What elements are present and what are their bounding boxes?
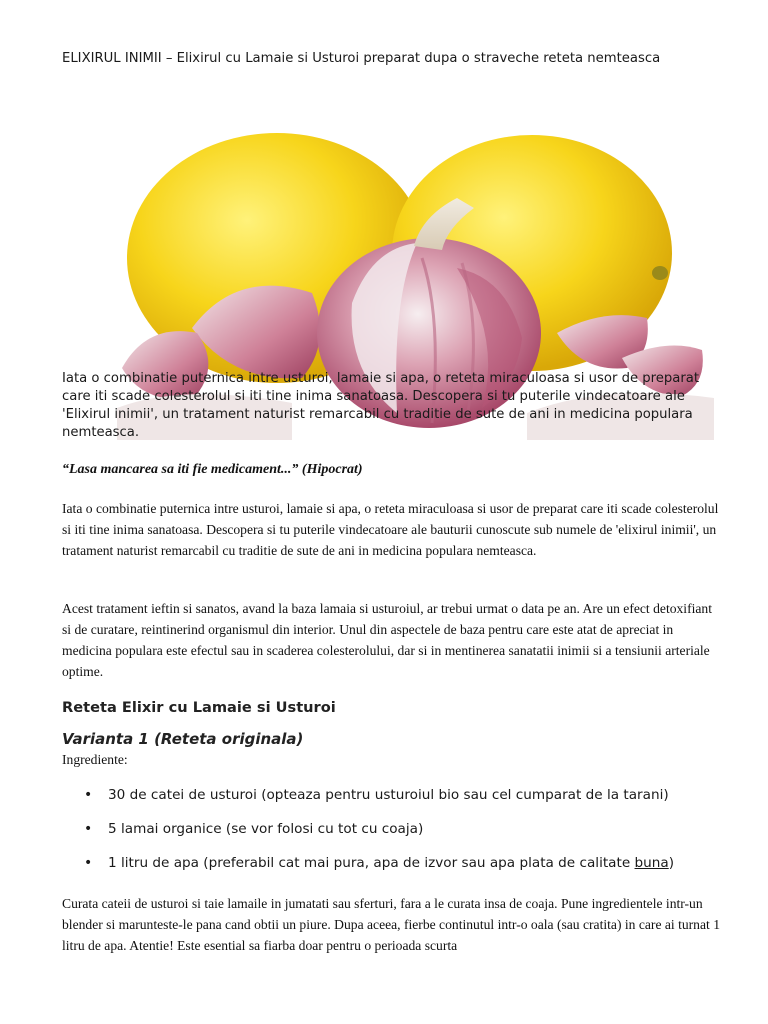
- bullet-icon: •: [84, 821, 93, 837]
- intro-overlay-text: Iata o combinatie puternica intre usturoi, lamaie si apa, o reteta miraculoasa si usor de preparat care iti scade colesterolul si iti tine inima sanatoasa. Descopera si tu puterile vindecatoare ale 'Elixirul inimii', un tratament naturist remarcabil cu traditie de sute de ani in medicina populara nemteasca.: [62, 371, 699, 440]
- paragraph-intro: Iata o combinatie puternica intre usturoi, lamaie si apa, o reteta miraculoasa si usor de preparat care iti scade colesterolul si iti tine inima sanatoasa. Descopera si tu puterile vindecatoare ale bauturii cunoscute sub numele de 'elixirul inimii', un tratament naturist remarcabil cu traditie de sute de ani in medicina populara nemteasca.: [62, 501, 719, 558]
- bullet-icon: •: [84, 787, 93, 803]
- variant-heading: Varianta 1 (Reteta originala): [62, 730, 304, 748]
- list-item: [82, 853, 722, 887]
- buna-link[interactable]: buna: [634, 855, 669, 871]
- ingredient-text: 5 lamai organice (se vor folosi cu tot cu coaja): [108, 821, 424, 837]
- ingredients-label: Ingrediente:: [62, 752, 128, 767]
- document-title: ELIXIRUL INIMII – Elixirul cu Lamaie si Usturoi preparat dupa o straveche reteta nemteasca: [62, 51, 661, 66]
- paragraph-preparation: Curata cateii de usturoi si taie lamaile in jumatati sau sferturi, fara a le curata insa de coaja. Pune ingredientele intr-un blender si marunteste-le pana cand obtii un piure. Dupa aceea, fierbe continutul intr-o oala (sau cratita) in care ai turnat 1 litru de apa. Atentie! Este esential sa fiarba doar pentru o perioada scurta: [62, 896, 720, 953]
- ingredient-text: 1 litru de apa (preferabil cat mai pura, apa de izvor sau apa plata de calitate: [108, 855, 635, 871]
- list-item: [82, 785, 722, 819]
- ingredient-text: 30 de catei de usturoi (opteaza pentru usturoiul bio sau cel cumparat de la tarani): [108, 787, 669, 803]
- ingredient-suffix: ): [668, 855, 675, 871]
- list-item: [82, 819, 722, 853]
- paragraph-treatment: Acest tratament ieftin si sanatos, avand la baza lamaia si usturoiul, ar trebui urmat o data pe an. Are un efect detoxifiant si de curatare, reintinerind organismul din interior. Unul din aspectele de baza pentru care este atat de apreciat in medicina populara este efectul sau in scaderea colesterolului, dar si in mentinerea sanatatii inimii si a tensiunii arteriale optime.: [62, 601, 712, 679]
- section-heading: Reteta Elixir cu Lamaie si Usturoi: [62, 699, 336, 716]
- ingredients-list: [82, 785, 722, 887]
- bullet-icon: •: [84, 855, 93, 871]
- hipocrat-quote: “Lasa mancarea sa iti fie medicament...” (Hipocrat): [62, 462, 363, 477]
